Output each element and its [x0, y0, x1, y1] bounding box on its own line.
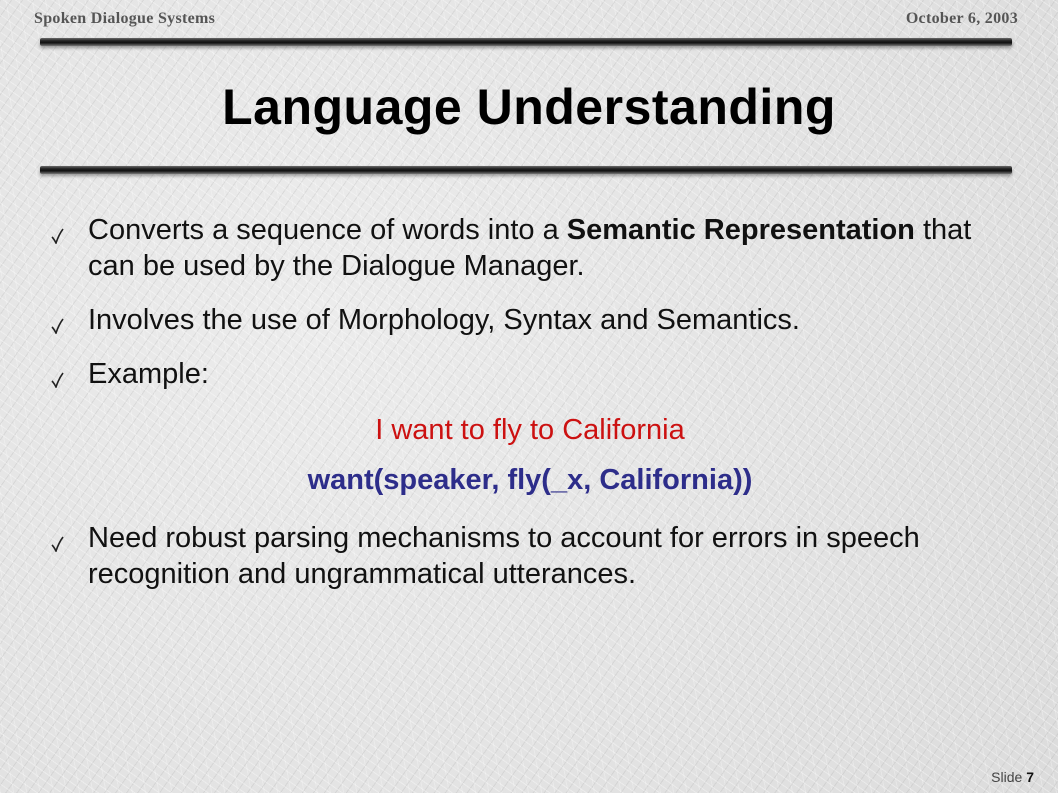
bullet-text-bold: Semantic Representation	[566, 214, 915, 246]
check-mark-icon	[50, 536, 64, 552]
bullet-item	[50, 302, 1010, 338]
bullet-text: Example:	[88, 358, 209, 390]
bullet-item	[50, 212, 1010, 284]
check-mark-icon	[50, 372, 64, 388]
slide-number-value: 7	[1026, 769, 1034, 785]
example-representation: want(speaker, fly(_x, California))	[307, 464, 753, 496]
check-mark-icon	[50, 228, 64, 244]
bottom-divider	[40, 166, 1012, 174]
presentation-date: October 6, 2003	[905, 10, 1018, 27]
slide-number	[991, 769, 1034, 785]
check-mark-icon	[50, 318, 64, 334]
slide-content	[50, 212, 1010, 610]
bullet-text-post: that can be used by the Dialogue Manager.	[88, 214, 972, 282]
bullet-text: Involves the use of Morphology, Syntax and Semantics.	[88, 304, 800, 336]
bullet-text-pre: Converts a sequence of words into a	[88, 214, 567, 246]
example-sentence: I want to fly to California	[375, 414, 685, 446]
presentation-title: Spoken Dialogue Systems	[34, 10, 216, 27]
top-divider	[40, 38, 1012, 46]
bullet-item	[50, 356, 1010, 392]
slide-label: Slide	[991, 769, 1023, 785]
bullet-item	[50, 520, 1010, 592]
bullet-text: Need robust parsing mechanisms to account for errors in speech recognition and ungrammatical utterances.	[88, 522, 920, 590]
slide-title: Language Understanding	[222, 79, 836, 135]
